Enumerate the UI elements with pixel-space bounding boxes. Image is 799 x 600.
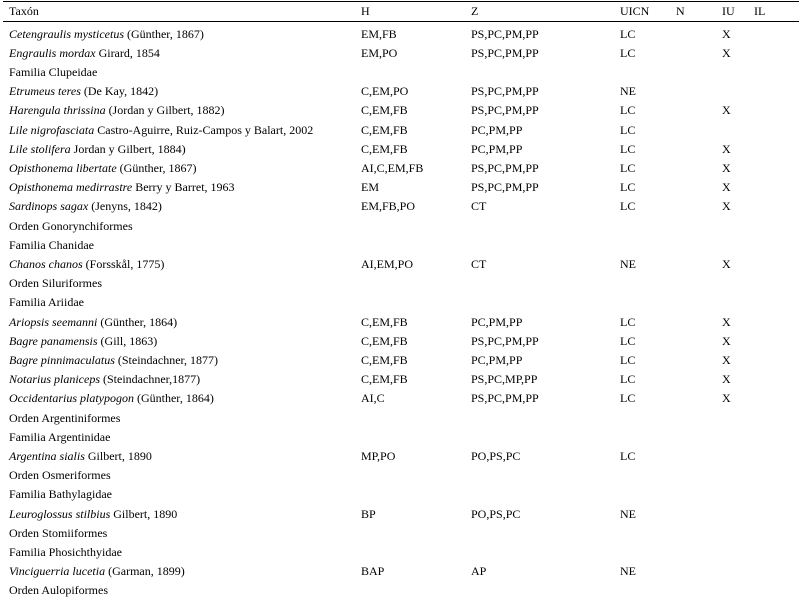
table-row-group: [0, 581, 799, 600]
taxon-cell: [9, 121, 313, 140]
table-row-group: [0, 524, 799, 543]
taxon-cell: [9, 140, 186, 159]
table-row-group: [0, 428, 799, 447]
zone-cell: PS,PC,PM,PP: [471, 160, 539, 175]
table-row-group: [0, 274, 799, 293]
species-name: Argentina sialis: [9, 448, 85, 463]
table-row: [0, 101, 799, 120]
table-row: [0, 562, 799, 581]
habitat-cell: C,EM,FB: [361, 122, 408, 137]
uicn-cell: LC: [620, 180, 636, 195]
species-author: (Günther, 1864): [97, 314, 178, 329]
table-row-group: [0, 543, 799, 562]
iu-cell: X: [722, 372, 731, 387]
taxon-cell: [9, 101, 225, 120]
uicn-cell: NE: [620, 506, 636, 521]
group-label: Orden Aulopiformes: [9, 583, 108, 598]
iu-cell: X: [722, 141, 731, 156]
zone-cell: PC,PM,PP: [471, 314, 523, 329]
species-name: Vinciguerria lucetia: [9, 564, 106, 579]
zone-cell: PS,PC,PM,PP: [471, 180, 539, 195]
habitat-cell: BP: [361, 506, 376, 521]
table-header-rule: [3, 21, 799, 22]
uicn-cell: LC: [620, 103, 636, 118]
species-author: (Günther, 1864): [133, 391, 214, 406]
iu-cell: X: [722, 256, 731, 271]
habitat-cell: C,EM,FB: [361, 141, 408, 156]
uicn-cell: NE: [620, 84, 636, 99]
species-author: (Günther, 1867): [123, 26, 204, 41]
taxon-cell: [9, 178, 235, 197]
species-name: Engraulis mordax: [9, 45, 96, 60]
table-row: [0, 505, 799, 524]
zone-cell: PS,PC,PM,PP: [471, 103, 539, 118]
zone-cell: PS,PC,PM,PP: [471, 26, 539, 41]
zone-cell: CT: [471, 199, 487, 214]
zone-cell: CT: [471, 256, 487, 271]
group-label: Orden Gonorynchiformes: [9, 218, 133, 233]
group-label: Familia Bathylagidae: [9, 487, 112, 502]
taxon-cell: [9, 82, 158, 101]
taxon-cell: [9, 255, 164, 274]
habitat-cell: EM,FB,PO: [361, 199, 416, 214]
species-author: (Gill, 1863): [97, 333, 158, 348]
species-name: Occidentarius platypogon: [9, 391, 134, 406]
iu-cell: X: [722, 26, 731, 41]
habitat-cell: C,EM,FB: [361, 314, 408, 329]
uicn-cell: LC: [620, 391, 636, 406]
table-row: [0, 82, 799, 101]
uicn-cell: LC: [620, 372, 636, 387]
habitat-cell: AI,C,EM,FB: [361, 160, 424, 175]
zone-cell: PO,PS,PC: [471, 448, 521, 463]
habitat-cell: EM,PO: [361, 45, 398, 60]
species-author: Girard, 1854: [95, 45, 160, 60]
zone-cell: PS,PC,PM,PP: [471, 84, 539, 99]
table-row-group: [0, 466, 799, 485]
iu-cell: X: [722, 180, 731, 195]
zone-cell: AP: [471, 564, 487, 579]
table-row: [0, 255, 799, 274]
habitat-cell: AI,C: [361, 391, 385, 406]
iu-cell: X: [722, 160, 731, 175]
habitat-cell: EM: [361, 180, 379, 195]
iu-cell: X: [722, 103, 731, 118]
uicn-cell: LC: [620, 448, 636, 463]
header-iu: IU: [722, 4, 735, 18]
group-label: Orden Osmeriformes: [9, 468, 111, 483]
iu-cell: X: [722, 314, 731, 329]
uicn-cell: LC: [620, 160, 636, 175]
species-author: Jordan y Gilbert, 1884): [70, 141, 186, 156]
zone-cell: PS,PC,PM,PP: [471, 333, 539, 348]
species-name: Lile nigrofasciata: [9, 122, 95, 137]
species-name: Bagre panamensis: [9, 333, 98, 348]
uicn-cell: NE: [620, 564, 636, 579]
species-name: Bagre pinnimaculatus: [9, 352, 115, 367]
uicn-cell: LC: [620, 352, 636, 367]
group-label: Orden Siluriformes: [9, 276, 102, 291]
header-il: IL: [754, 4, 766, 18]
species-author: Castro-Aguirre, Ruiz-Campos y Balart, 2002: [94, 122, 314, 137]
taxon-cell: [9, 370, 200, 389]
species-author: (Jenyns, 1842): [88, 199, 162, 214]
taxon-cell: [9, 351, 218, 370]
taxon-cell: [9, 447, 152, 466]
uicn-cell: LC: [620, 141, 636, 156]
habitat-cell: MP,PO: [361, 448, 396, 463]
taxon-cell: [9, 44, 160, 63]
uicn-cell: LC: [620, 122, 636, 137]
group-label: Orden Stomiiformes: [9, 525, 108, 540]
table-row: [0, 313, 799, 332]
iu-cell: X: [722, 45, 731, 60]
taxon-cell: [9, 313, 177, 332]
header-z: Z: [471, 4, 479, 18]
table-row: [0, 25, 799, 44]
table-row-group: [0, 485, 799, 504]
iu-cell: X: [722, 352, 731, 367]
taxon-cell: [9, 25, 204, 44]
table-row: [0, 121, 799, 140]
table-row: [0, 389, 799, 408]
table-row: [0, 447, 799, 466]
header-uicn: UICN: [620, 4, 650, 18]
group-label: Familia Ariidae: [9, 295, 84, 310]
uicn-cell: NE: [620, 256, 636, 271]
uicn-cell: LC: [620, 199, 636, 214]
iu-cell: X: [722, 199, 731, 214]
taxon-cell: [9, 332, 157, 351]
species-author: (Steindachner, 1877): [114, 352, 219, 367]
habitat-cell: C,EM,FB: [361, 372, 408, 387]
table-row-group: [0, 293, 799, 312]
group-label: Familia Chanidae: [9, 237, 94, 252]
header-n: N: [676, 4, 685, 18]
species-name: Opisthonema medirrastre: [9, 180, 133, 195]
zone-cell: PC,PM,PP: [471, 141, 523, 156]
zone-cell: PS,PC,MP,PP: [471, 372, 538, 387]
zone-cell: PC,PM,PP: [471, 122, 523, 137]
zone-cell: PS,PC,PM,PP: [471, 45, 539, 60]
habitat-cell: C,EM,PO: [361, 84, 409, 99]
species-author: Gilbert, 1890: [110, 506, 178, 521]
zone-cell: PO,PS,PC: [471, 506, 521, 521]
species-author: Gilbert, 1890: [84, 448, 152, 463]
table-row-group: [0, 63, 799, 82]
table-row: [0, 197, 799, 216]
species-name: Ariopsis seemanni: [9, 314, 98, 329]
species-name: Opisthonema libertate: [9, 160, 117, 175]
uicn-cell: LC: [620, 45, 636, 60]
species-name: Notarius planiceps: [9, 372, 101, 387]
species-author: Berry y Barret, 1963: [132, 180, 235, 195]
species-author: (Garman, 1899): [105, 564, 185, 579]
zone-cell: PC,PM,PP: [471, 352, 523, 367]
group-label: Familia Clupeidae: [9, 64, 98, 79]
habitat-cell: C,EM,FB: [361, 103, 408, 118]
table-row: [0, 140, 799, 159]
taxon-cell: [9, 562, 185, 581]
group-label: Familia Phosichthyidae: [9, 544, 122, 559]
uicn-cell: LC: [620, 314, 636, 329]
species-name: Leuroglossus stilbius: [9, 506, 111, 521]
habitat-cell: C,EM,FB: [361, 333, 408, 348]
taxon-cell: [9, 505, 177, 524]
table-header-row: [0, 2, 799, 21]
table-row: [0, 351, 799, 370]
table-row: [0, 44, 799, 63]
habitat-cell: BAP: [361, 564, 385, 579]
uicn-cell: LC: [620, 26, 636, 41]
species-name: Sardinops sagax: [9, 199, 89, 214]
species-author: (Forsskål, 1775): [82, 256, 165, 271]
species-author: (Günther, 1867): [116, 160, 197, 175]
table-row: [0, 178, 799, 197]
iu-cell: X: [722, 391, 731, 406]
species-author: (Jordan y Gilbert, 1882): [105, 103, 225, 118]
taxon-cell: [9, 159, 197, 178]
table-row: [0, 332, 799, 351]
table-row-group: [0, 409, 799, 428]
table-row-group: [0, 236, 799, 255]
header-h: H: [361, 4, 370, 18]
species-author: (Steindachner,1877): [100, 372, 201, 387]
habitat-cell: EM,FB: [361, 26, 397, 41]
iu-cell: X: [722, 333, 731, 348]
taxon-cell: [9, 197, 162, 216]
species-name: Etrumeus teres: [9, 84, 81, 99]
table-row: [0, 370, 799, 389]
species-name: Chanos chanos: [9, 256, 83, 271]
species-name: Harengula thrissina: [9, 103, 106, 118]
species-author: (De Kay, 1842): [80, 84, 159, 99]
species-name: Lile stolifera: [9, 141, 71, 156]
header-taxon: Taxón: [9, 4, 39, 18]
table-row: [0, 159, 799, 178]
habitat-cell: C,EM,FB: [361, 352, 408, 367]
habitat-cell: AI,EM,PO: [361, 256, 414, 271]
uicn-cell: LC: [620, 333, 636, 348]
table-row-group: [0, 217, 799, 236]
group-label: Familia Argentinidae: [9, 429, 111, 444]
species-name: Cetengraulis mysticetus: [9, 26, 124, 41]
zone-cell: PS,PC,PM,PP: [471, 391, 539, 406]
group-label: Orden Argentiniformes: [9, 410, 121, 425]
taxon-cell: [9, 389, 214, 408]
